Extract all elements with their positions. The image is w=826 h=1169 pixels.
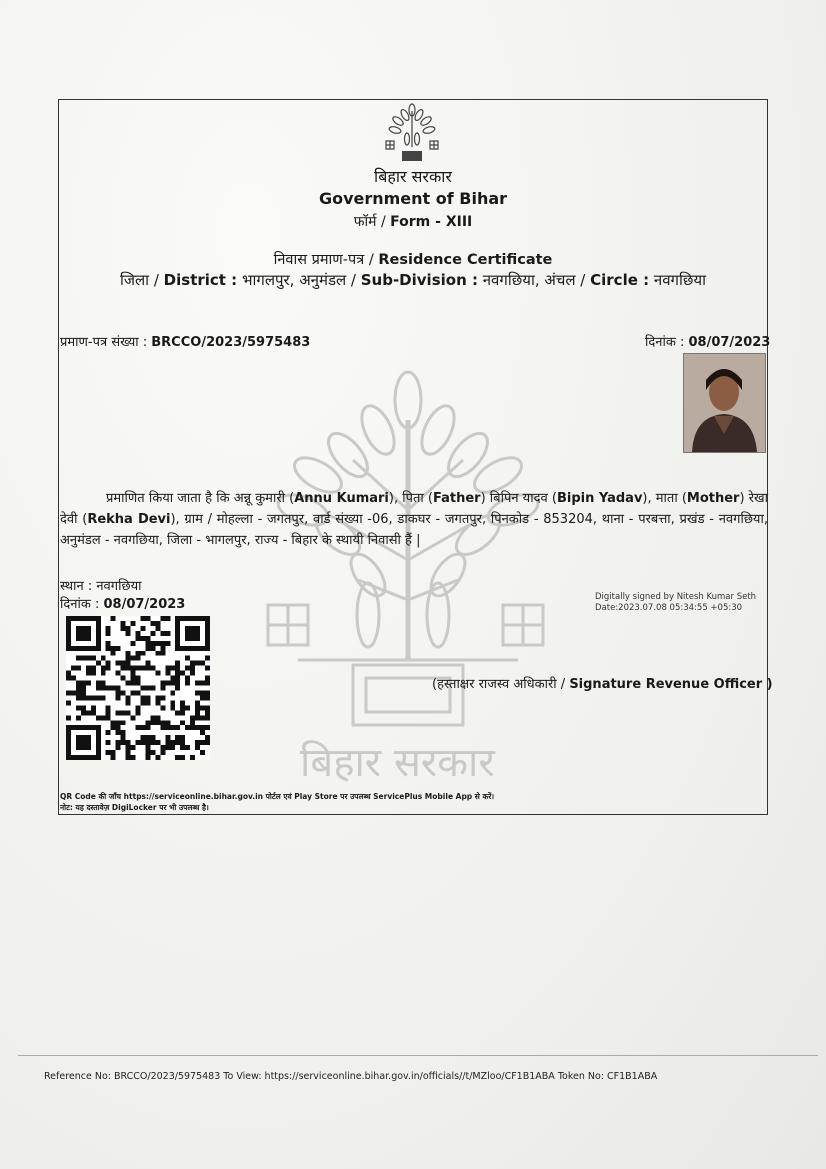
issue-date-label: दिनांक : (60, 597, 104, 612)
cert-prefix: निवास प्रमाण-पत्र / (273, 252, 379, 268)
applicant-photo (683, 353, 766, 453)
bihar-emblem-icon (383, 103, 441, 163)
district-en: District : (163, 271, 238, 289)
gov-hindi-title: बिहार सरकार (374, 167, 452, 186)
district-hi: जिला / (120, 271, 164, 289)
circle-value: नवगछिया (649, 271, 706, 289)
footer-divider (18, 1055, 818, 1056)
issue-date-line (60, 594, 185, 612)
certificate-date (645, 332, 770, 350)
qr-verification-note: QR Code की जाँच https://serviceonline.bihar.gov.in पोर्टल एवं Play Store पर उपलब्ध ServicePlus Mobile App से करें। (60, 792, 495, 801)
place-line (60, 576, 142, 594)
certificate-number (60, 332, 310, 350)
father-label: Father (432, 491, 481, 506)
form-number (58, 212, 768, 231)
cert-number-label: प्रमाण-पत्र संख्या : (60, 335, 152, 350)
body-part-3: ) बिपिन यादव ( (480, 491, 557, 506)
subdivision-en: Sub-Division : (360, 271, 478, 289)
footer-reference: Reference No: BRCCO/2023/5975483 To View: https://serviceonline.bihar.gov.in/officials//t/MZloo/CF1B1ABA Token No: CF1B1ABA (44, 1071, 658, 1082)
signature-label (432, 674, 773, 692)
cert-number-value: BRCCO/2023/5975483 (151, 335, 311, 350)
cert-title-en: Residence Certificate (378, 252, 553, 268)
circle-en: Circle : (590, 271, 650, 289)
qr-code-icon (66, 616, 210, 760)
subdivision-value: नवगछिया, अंचल / (477, 271, 591, 289)
cert-date-value: 08/07/2023 (688, 335, 771, 350)
mother-name-en: Rekha Devi (87, 512, 171, 527)
place-value: नवगछिया (96, 579, 142, 594)
form-prefix: फॉर्म / (353, 214, 391, 230)
body-part-4: ), माता ( (642, 491, 687, 506)
watermark-text: बिहार सरकार (300, 740, 495, 786)
gov-english-title: Government of Bihar (318, 189, 508, 208)
father-name-en: Bipin Yadav (556, 491, 643, 506)
cert-date-label: दिनांक : (645, 335, 689, 350)
body-part-2: ), पिता ( (388, 491, 433, 506)
digital-signature (595, 592, 756, 614)
district-value: भागलपुर, अनुमंडल / (237, 271, 361, 289)
person-photo-icon (684, 354, 765, 452)
applicant-name-en: Annu Kumari (294, 491, 389, 506)
digital-signature-name: Digitally signed by Nitesh Kumar Seth (595, 592, 757, 602)
digital-signature-date: Date:2023.07.08 05:34:55 +05:30 (595, 603, 743, 613)
digilocker-note: नोट: यह दस्तावेज़ DigiLocker पर भी उपलब्ध है। (60, 803, 209, 812)
issue-date-value: 08/07/2023 (103, 597, 186, 612)
signature-label-en: Signature Revenue Officer ) (569, 677, 773, 692)
certificate-body-text (60, 488, 768, 551)
body-part-5: ) रेखा देवी ( (60, 491, 769, 527)
signature-label-hi: (हस्ताक्षर राजस्व अधिकारी / (432, 677, 570, 692)
district-line (58, 270, 768, 290)
mother-label: Mother (686, 491, 740, 506)
certificate-title (58, 249, 768, 269)
body-part-1: प्रमाणित किया जाता है कि अन्नू कुमारी ( (106, 491, 295, 506)
body-part-6: ), ग्राम / मोहल्ला - जगतपुर, वार्ड संख्या -06, डाकघर - जगतपुर, पिनकोड - 853204, थाना - परबत्ता, प्रखंड - नवगछिया, अनुमंडल - नवगछिया, जिला - भागलपुर, राज्य - बिहार के स्थायी निवासी हैं | (60, 512, 768, 548)
form-label: Form - XIII (390, 214, 473, 230)
place-label: स्थान : (60, 579, 97, 594)
